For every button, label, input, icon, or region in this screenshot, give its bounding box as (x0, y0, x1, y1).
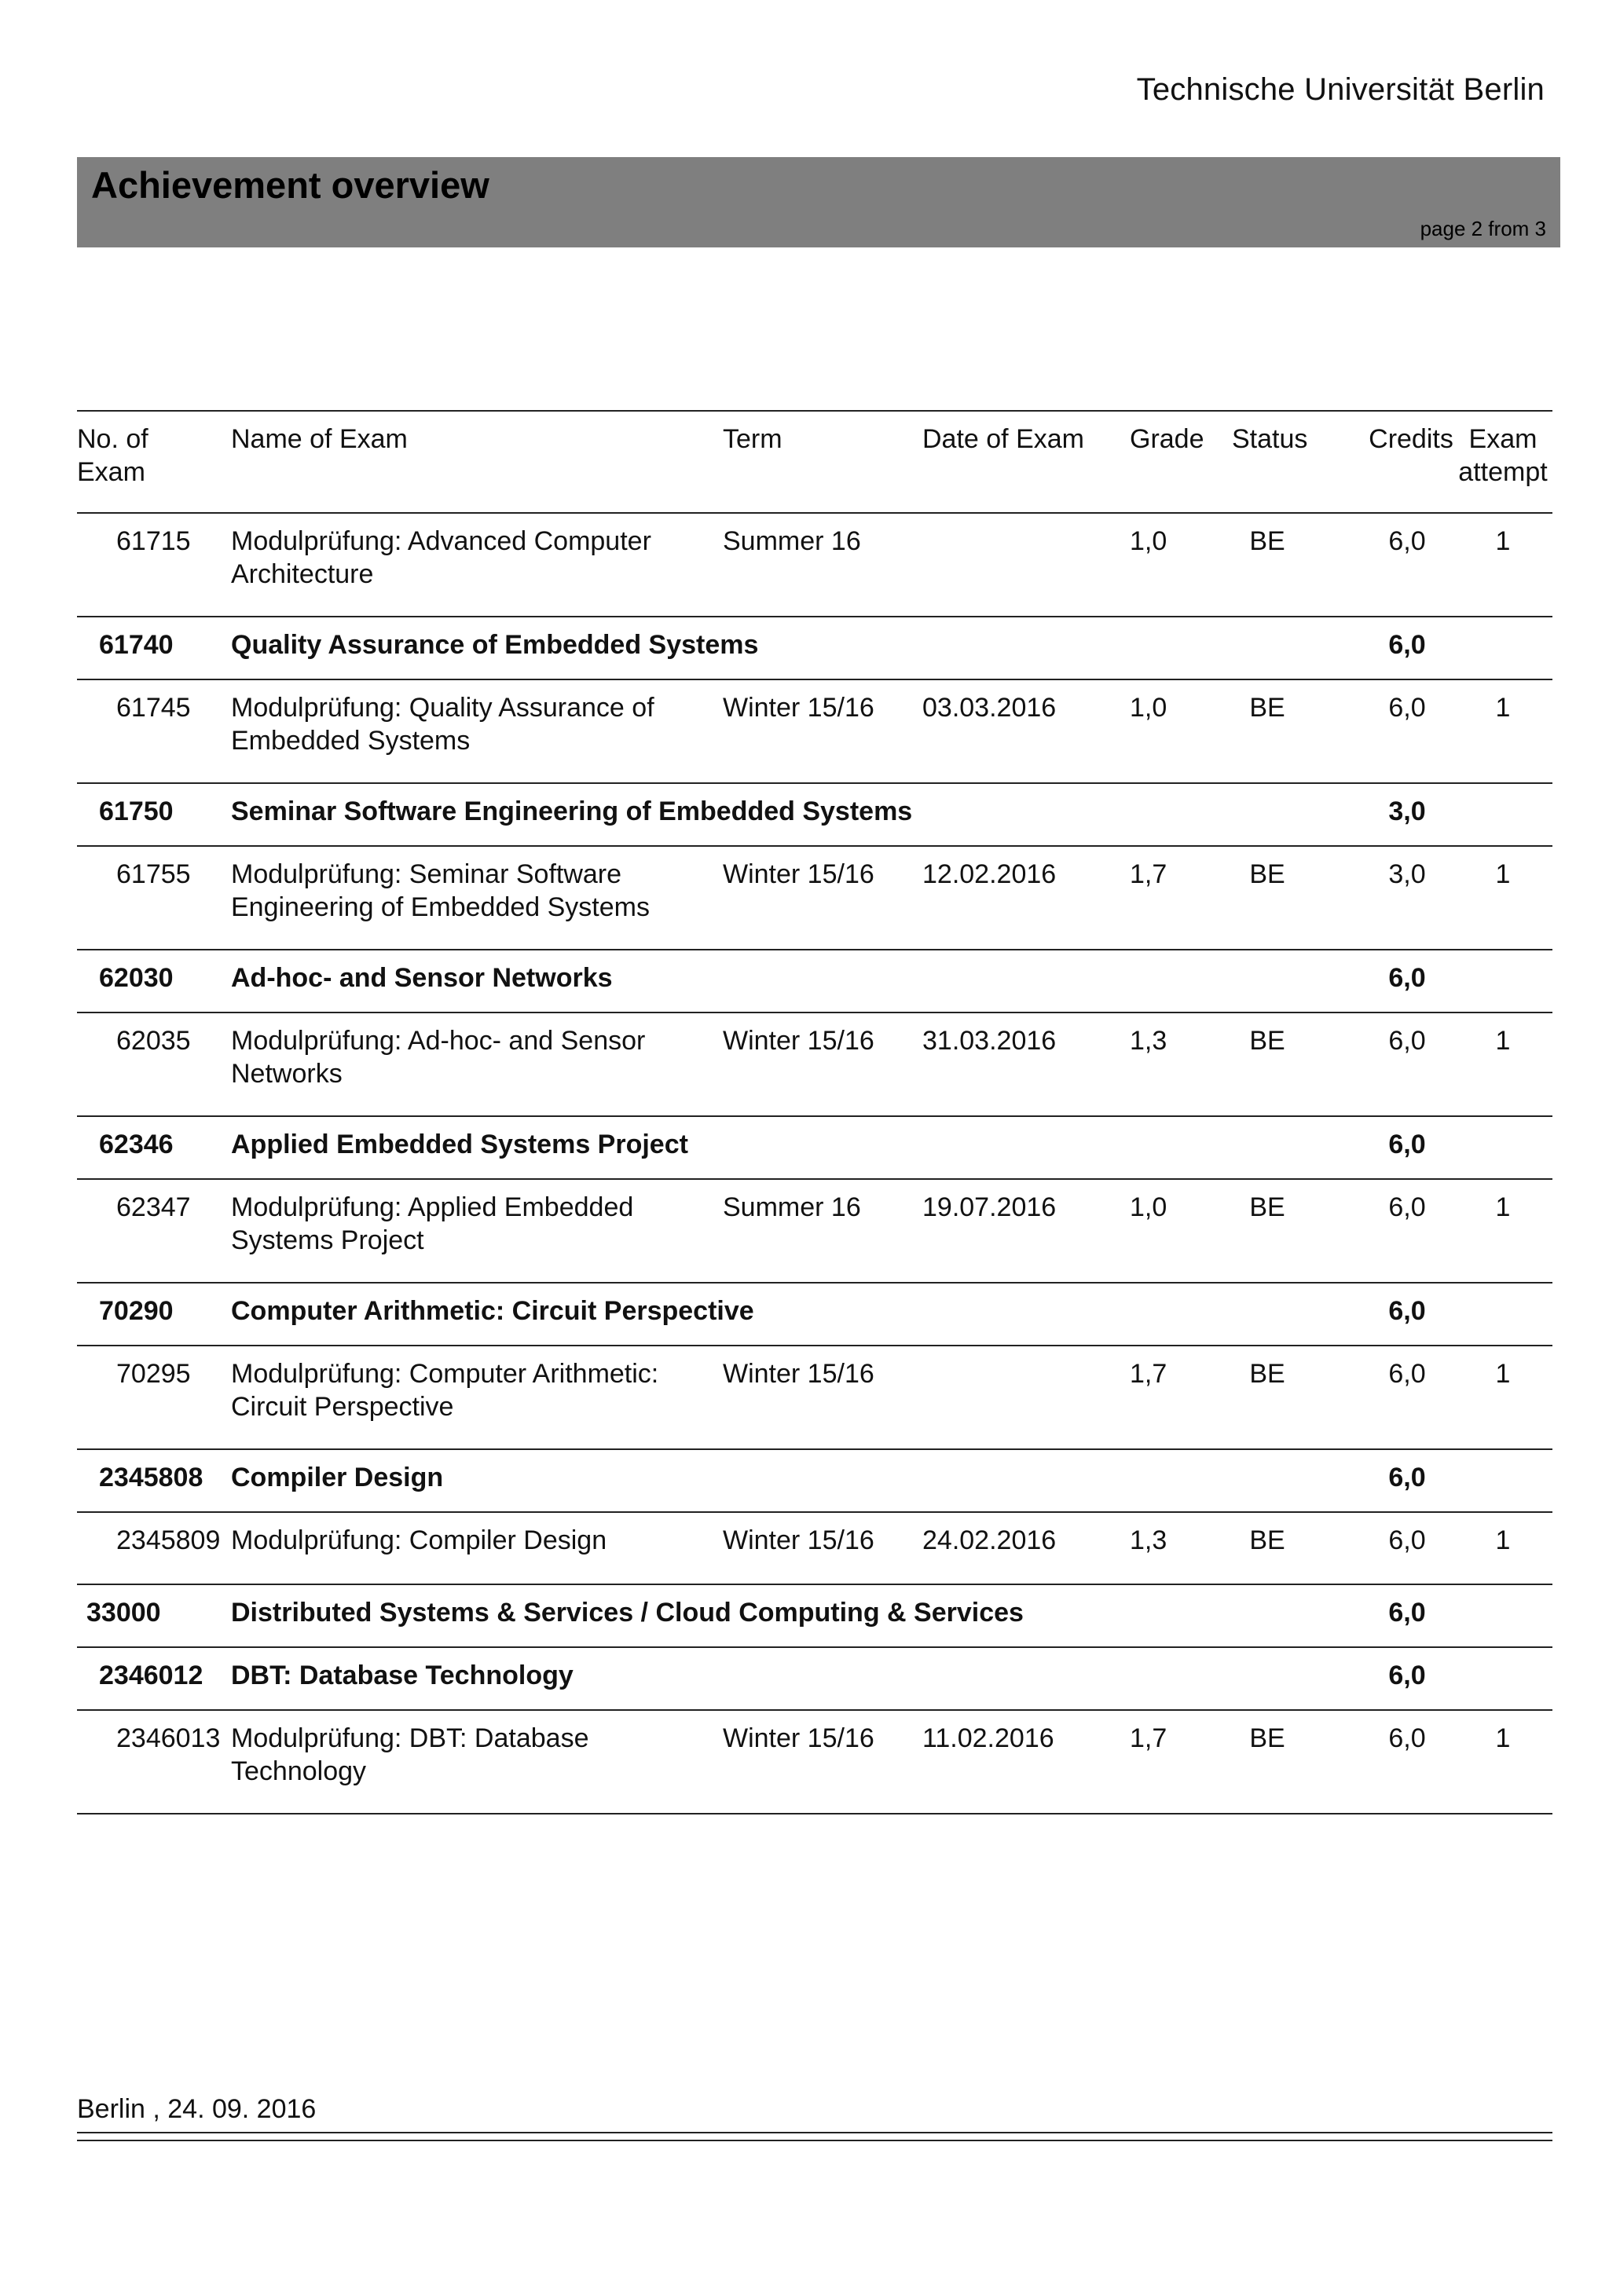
exam-attempt: 1 (1495, 1723, 1511, 1753)
table-row (77, 512, 1552, 616)
module-row (77, 1115, 1552, 1178)
exam-status: BE (1249, 1192, 1285, 1222)
module-row (77, 1584, 1552, 1646)
exam-term: Summer 16 (723, 1192, 861, 1222)
exam-grade: 1,3 (1130, 1525, 1167, 1555)
module-credits: 6,0 (1388, 1296, 1426, 1326)
module-name: Compiler Design (231, 1463, 444, 1492)
module-name: Quality Assurance of Embedded Systems (231, 630, 759, 660)
exam-name: Modulprüfung: Seminar Software Engineering of Embedded Systems (231, 859, 650, 922)
exam-name: Modulprüfung: Advanced Computer Architecture (231, 526, 651, 589)
table-bottom-rule (77, 1813, 1552, 1814)
module-row (77, 1282, 1552, 1345)
exam-attempt: 1 (1495, 1359, 1511, 1389)
column-header-name: Name of Exam (231, 424, 408, 454)
exam-credits: 6,0 (1388, 1192, 1426, 1222)
exam-attempt: 1 (1495, 1192, 1511, 1222)
module-credits: 6,0 (1388, 963, 1426, 993)
exam-grade: 1,3 (1130, 1026, 1167, 1056)
exam-term: Winter 15/16 (723, 1525, 874, 1555)
exam-number: 2346013 (116, 1723, 221, 1753)
module-number: 70290 (99, 1296, 174, 1326)
module-number: 62030 (99, 963, 174, 993)
exam-status: BE (1249, 1723, 1285, 1753)
module-number: 62346 (99, 1130, 174, 1159)
university-name: Technische Universität Berlin (1136, 72, 1545, 107)
exam-grade: 1,7 (1130, 1359, 1167, 1389)
table-row (77, 845, 1552, 949)
exam-attempt: 1 (1495, 693, 1511, 723)
module-name: DBT: Database Technology (231, 1661, 574, 1690)
exam-term: Winter 15/16 (723, 1359, 874, 1389)
column-header-credits: Credits (1369, 424, 1453, 454)
module-number: 61740 (99, 630, 174, 660)
exam-status: BE (1249, 693, 1285, 723)
table-row (77, 1345, 1552, 1448)
footer-rule-top (77, 2132, 1552, 2133)
exam-date: 03.03.2016 (922, 693, 1057, 723)
module-credits: 6,0 (1388, 1661, 1426, 1690)
exam-name: Modulprüfung: Ad-hoc- and Sensor Networks (231, 1026, 646, 1089)
exam-date: 19.07.2016 (922, 1192, 1057, 1222)
column-header-attempt: Exam attempt (1458, 424, 1548, 487)
table-row (77, 679, 1552, 782)
exam-name: Modulprüfung: Computer Arithmetic: Circuit Perspective (231, 1359, 659, 1422)
achievement-table (77, 410, 1552, 1814)
exam-term: Winter 15/16 (723, 1026, 874, 1056)
exam-credits: 6,0 (1388, 1525, 1426, 1555)
exam-attempt: 1 (1495, 1525, 1511, 1555)
exam-number: 70295 (116, 1359, 191, 1389)
exam-status: BE (1249, 1359, 1285, 1389)
module-credits: 6,0 (1388, 1463, 1426, 1492)
exam-attempt: 1 (1495, 859, 1511, 889)
exam-grade: 1,7 (1130, 859, 1167, 889)
table-row (77, 1709, 1552, 1813)
exam-term: Winter 15/16 (723, 1723, 874, 1753)
exam-credits: 6,0 (1388, 1359, 1426, 1389)
exam-status: BE (1249, 526, 1285, 556)
exam-grade: 1,0 (1130, 526, 1167, 556)
exam-attempt: 1 (1495, 1026, 1511, 1056)
exam-number: 62035 (116, 1026, 191, 1056)
module-number: 61750 (99, 796, 174, 826)
module-credits: 6,0 (1388, 1130, 1426, 1159)
exam-name: Modulprüfung: DBT: Database Technology (231, 1723, 589, 1786)
exam-number: 2345809 (116, 1525, 221, 1555)
exam-name: Modulprüfung: Quality Assurance of Embedded Systems (231, 693, 654, 756)
exam-credits: 6,0 (1388, 1026, 1426, 1056)
module-number: 33000 (86, 1598, 161, 1628)
module-row (77, 1646, 1552, 1709)
module-number: 2346012 (99, 1661, 203, 1690)
module-name: Applied Embedded Systems Project (231, 1130, 688, 1159)
module-row (77, 782, 1552, 845)
exam-status: BE (1249, 859, 1285, 889)
exam-status: BE (1249, 1026, 1285, 1056)
module-name: Computer Arithmetic: Circuit Perspective (231, 1296, 754, 1326)
table-row (77, 1511, 1552, 1584)
module-row (77, 1448, 1552, 1511)
column-header-term: Term (723, 424, 783, 454)
exam-term: Winter 15/16 (723, 859, 874, 889)
exam-date: 24.02.2016 (922, 1525, 1057, 1555)
exam-credits: 6,0 (1388, 526, 1426, 556)
page-title: Achievement overview (91, 164, 489, 206)
exam-term: Winter 15/16 (723, 693, 874, 723)
exam-status: BE (1249, 1525, 1285, 1555)
page-number: page 2 from 3 (1420, 217, 1546, 240)
place-and-date: Berlin , 24. 09. 2016 (77, 2094, 317, 2124)
exam-number: 61715 (116, 526, 191, 556)
table-row (77, 1012, 1552, 1115)
exam-credits: 6,0 (1388, 693, 1426, 723)
exam-term: Summer 16 (723, 526, 861, 556)
module-name: Ad-hoc- and Sensor Networks (231, 963, 613, 993)
exam-number: 61755 (116, 859, 191, 889)
module-number: 2345808 (99, 1463, 203, 1492)
exam-grade: 1,7 (1130, 1723, 1167, 1753)
module-credits: 3,0 (1388, 796, 1426, 826)
exam-date: 12.02.2016 (922, 859, 1057, 889)
exam-attempt: 1 (1495, 526, 1511, 556)
header-bar (77, 157, 1560, 247)
exam-grade: 1,0 (1130, 1192, 1167, 1222)
exam-name: Modulprüfung: Applied Embedded Systems Project (231, 1192, 634, 1255)
exam-credits: 6,0 (1388, 1723, 1426, 1753)
column-header-no: No. of Exam (77, 424, 148, 487)
exam-credits: 3,0 (1388, 859, 1426, 889)
column-header-date: Date of Exam (922, 424, 1084, 454)
module-row (77, 616, 1552, 679)
module-name: Distributed Systems & Services / Cloud Computing & Services (231, 1598, 1024, 1628)
exam-number: 61745 (116, 693, 191, 723)
module-row (77, 949, 1552, 1012)
footer-rule-bottom (77, 2140, 1552, 2141)
module-credits: 6,0 (1388, 630, 1426, 660)
column-header-grade: Grade (1130, 424, 1204, 454)
exam-number: 62347 (116, 1192, 191, 1222)
table-header-row (77, 410, 1552, 512)
module-credits: 6,0 (1388, 1598, 1426, 1628)
column-header-status: Status (1232, 424, 1308, 454)
exam-grade: 1,0 (1130, 693, 1167, 723)
module-name: Seminar Software Engineering of Embedded Systems (231, 796, 913, 826)
table-row (77, 1178, 1552, 1282)
exam-date: 31.03.2016 (922, 1026, 1057, 1056)
exam-date: 11.02.2016 (922, 1723, 1054, 1753)
exam-name: Modulprüfung: Compiler Design (231, 1525, 607, 1555)
